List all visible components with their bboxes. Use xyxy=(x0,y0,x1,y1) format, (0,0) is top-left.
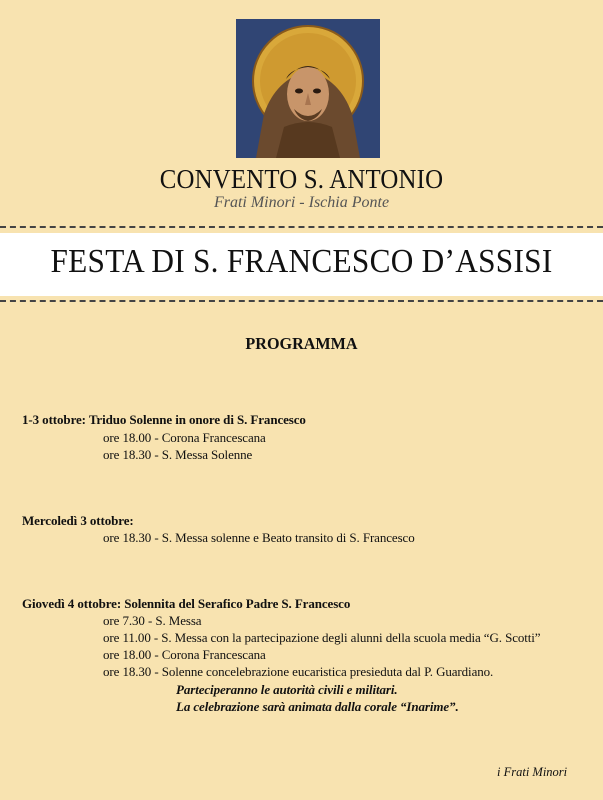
festa-title: FESTA DI S. FRANCESCO D’ASSISI xyxy=(50,243,553,280)
convent-subtitle: Frati Minori - Ischia Ponte xyxy=(213,194,390,211)
saint-portrait-image xyxy=(236,19,380,158)
schedule-note: Parteciperanno le autorità civili e militari. xyxy=(176,682,398,697)
schedule-item: ore 18.30 - S. Messa Solenne xyxy=(103,447,253,462)
schedule-item: ore 7.30 - S. Messa xyxy=(103,613,202,628)
schedule-item: ore 18.30 - S. Messa solenne e Beato transito di S. Francesco xyxy=(103,530,415,545)
schedule-item: ore 18.00 - Corona Francescana xyxy=(103,430,266,445)
schedule-note: La celebrazione sarà animata dalla corale “Inarime”. xyxy=(176,699,459,714)
mercoledi-heading: Mercoledì 3 ottobre: xyxy=(22,513,134,528)
programma-heading: PROGRAMMA xyxy=(245,334,358,353)
giovedi-heading: Giovedì 4 ottobre: Solennita del Serafico Padre S. Francesco xyxy=(22,596,351,611)
schedule-item: ore 11.00 - S. Messa con la partecipazione degli alunni della scuola media “G. Scotti” xyxy=(103,630,541,645)
divider-top xyxy=(0,226,603,228)
signature: i Frati Minori xyxy=(497,765,568,779)
convent-title: CONVENTO S. ANTONIO xyxy=(159,164,444,194)
schedule-item: ore 18.00 - Corona Francescana xyxy=(103,647,266,662)
schedule-item: ore 18.30 - Solenne concelebrazione eucaristica presieduta dal P. Guardiano. xyxy=(103,664,494,679)
triduo-heading: 1-3 ottobre: Triduo Solenne in onore di S. Francesco xyxy=(22,412,306,427)
divider-bottom xyxy=(0,300,603,302)
